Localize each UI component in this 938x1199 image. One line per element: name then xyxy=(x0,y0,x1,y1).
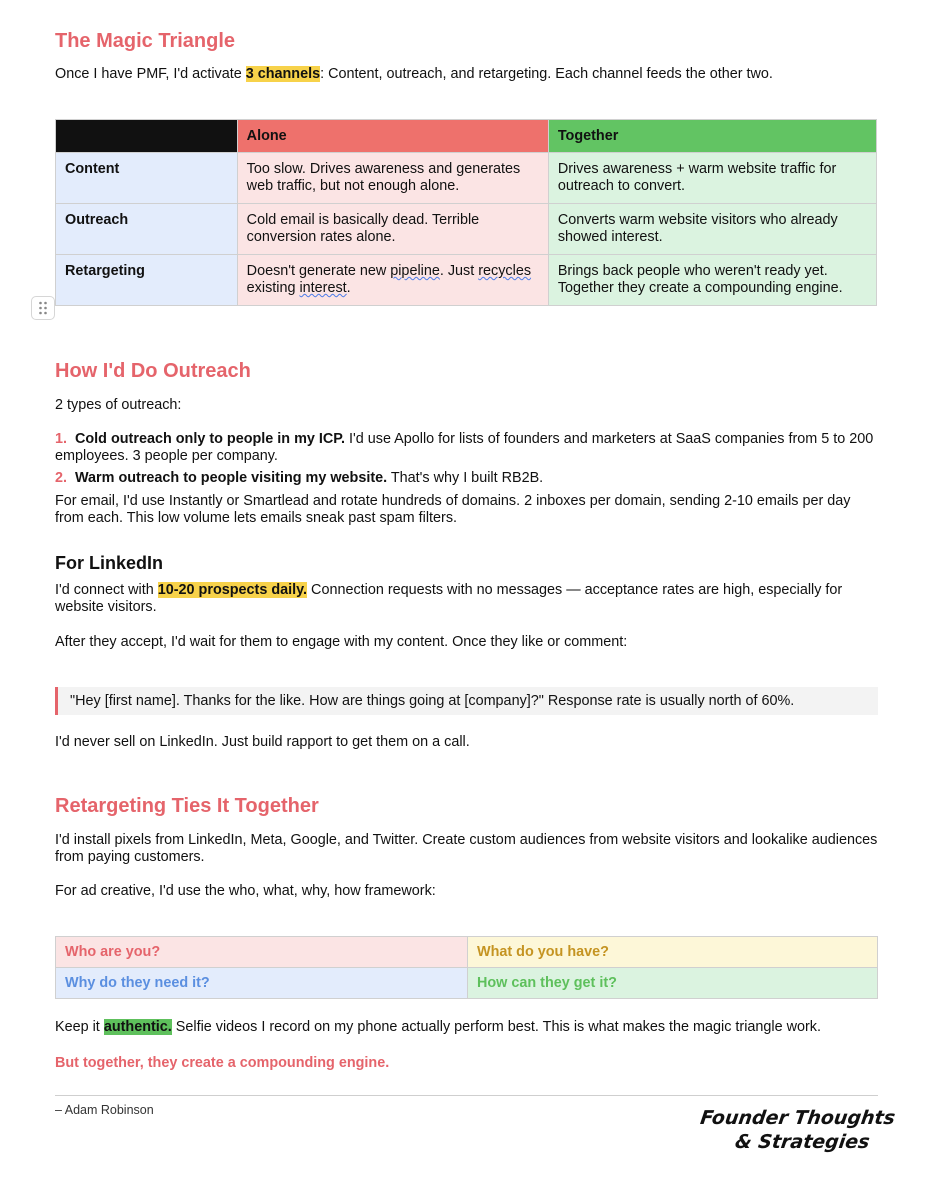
quote-block: "Hey [first name]. Thanks for the like. How are things going at [company]?" Response rate is usually north of 60%. xyxy=(55,687,878,715)
accept-paragraph: After they accept, I'd wait for them to engage with my content. Once they like or comment: xyxy=(55,634,628,650)
linkedin-heading: For LinkedIn xyxy=(55,553,163,573)
founder-thoughts-logo xyxy=(698,1102,897,1158)
table-header-row xyxy=(56,120,877,153)
cell-outreach-together: Converts warm website visitors who already showed interest. xyxy=(548,204,876,255)
channels-table xyxy=(55,119,877,306)
closing-line: But together, they create a compounding engine. xyxy=(55,1055,390,1071)
outreach-types: 2 types of outreach: xyxy=(55,397,182,413)
grid-why: Why do they need it? xyxy=(56,968,468,999)
cell-retargeting-together: Brings back people who weren't ready yet. Together they create a compounding engine. xyxy=(548,255,876,306)
drag-handle-icon[interactable] xyxy=(31,296,55,320)
header-together: Together xyxy=(548,120,876,153)
pixels-paragraph: I'd install pixels from LinkedIn, Meta, Google, and Twitter. Create custom audiences from website visitors and lookalike audiences from paying customers. xyxy=(55,832,878,865)
row-label-content: Content xyxy=(56,153,238,204)
header-alone: Alone xyxy=(237,120,548,153)
spellcheck-word-interest: interest xyxy=(299,280,347,296)
grid-row xyxy=(56,968,878,999)
grid-who: Who are you? xyxy=(56,937,468,968)
email-paragraph: For email, I'd use Instantly or Smartlead and rotate hundreds of domains. 2 inboxes per domain, sending 2-10 emails per day from each. This low volume lets emails sneak past spam filters. xyxy=(55,493,851,526)
svg-text:& Strategies: & Strategies xyxy=(733,1130,872,1153)
spellcheck-word-recycles: recycles xyxy=(478,263,532,279)
highlight-prospects: 10-20 prospects daily. xyxy=(157,582,308,598)
framework-grid xyxy=(55,936,878,999)
authentic-paragraph: Keep it authentic. Selfie videos I record on my phone actually perform best. This is what makes the magic triangle work. xyxy=(55,1019,821,1035)
spellcheck-word-pipeline: pipeline xyxy=(390,263,440,279)
svg-text:Founder Thoughts: Founder Thoughts xyxy=(698,1106,897,1129)
cell-content-together: Drives awareness + warm website traffic for outreach to convert. xyxy=(548,153,876,204)
section-title-magic-triangle: The Magic Triangle xyxy=(55,30,236,52)
table-row xyxy=(56,153,877,204)
section-title-outreach: How I'd Do Outreach xyxy=(55,360,251,382)
highlight-authentic: authentic. xyxy=(103,1019,172,1035)
grid-how: How can they get it? xyxy=(468,968,878,999)
table-row xyxy=(56,204,877,255)
never-sell-paragraph: I'd never sell on LinkedIn. Just build rapport to get them on a call. xyxy=(55,734,470,750)
intro-text-pre: Once I have PMF, I'd activate xyxy=(55,66,246,82)
intro-text-post: : Content, outreach, and retargeting. Each channel feeds the other two. xyxy=(320,66,773,82)
cell-content-alone: Too slow. Drives awareness and generates web traffic, but not enough alone. xyxy=(237,153,548,204)
cell-outreach-alone: Cold email is basically dead. Terrible conversion rates alone. xyxy=(237,204,548,255)
table-row xyxy=(56,255,877,306)
section-title-retargeting: Retargeting Ties It Together xyxy=(55,795,319,817)
grip-dots-icon xyxy=(38,300,48,316)
creative-paragraph: For ad creative, I'd use the who, what, why, how framework: xyxy=(55,883,436,899)
grid-what: What do you have? xyxy=(468,937,878,968)
row-label-retargeting: Retargeting xyxy=(56,255,238,306)
linkedin-paragraph: I'd connect with 10-20 prospects daily. Connection requests with no messages — acceptance rates are high, especially for website visitors. xyxy=(55,582,843,615)
intro-paragraph xyxy=(55,66,878,83)
footer-divider xyxy=(55,1095,878,1096)
author-attribution: – Adam Robinson xyxy=(55,1103,154,1117)
highlight-3-channels: 3 channels xyxy=(245,66,321,82)
list-item: 2. Warm outreach to people visiting my website. That's why I built RB2B. xyxy=(55,470,544,486)
list-item: 1. Cold outreach only to people in my ICP. I'd use Apollo for lists of founders and marketers at SaaS companies from 5 to 200 employees. 3 people per company. xyxy=(55,431,874,464)
grid-row xyxy=(56,937,878,968)
row-label-outreach: Outreach xyxy=(56,204,238,255)
cell-retargeting-alone: Doesn't generate new pipeline. Just recycles existing interest. xyxy=(237,255,548,306)
header-empty-cell xyxy=(56,120,238,153)
